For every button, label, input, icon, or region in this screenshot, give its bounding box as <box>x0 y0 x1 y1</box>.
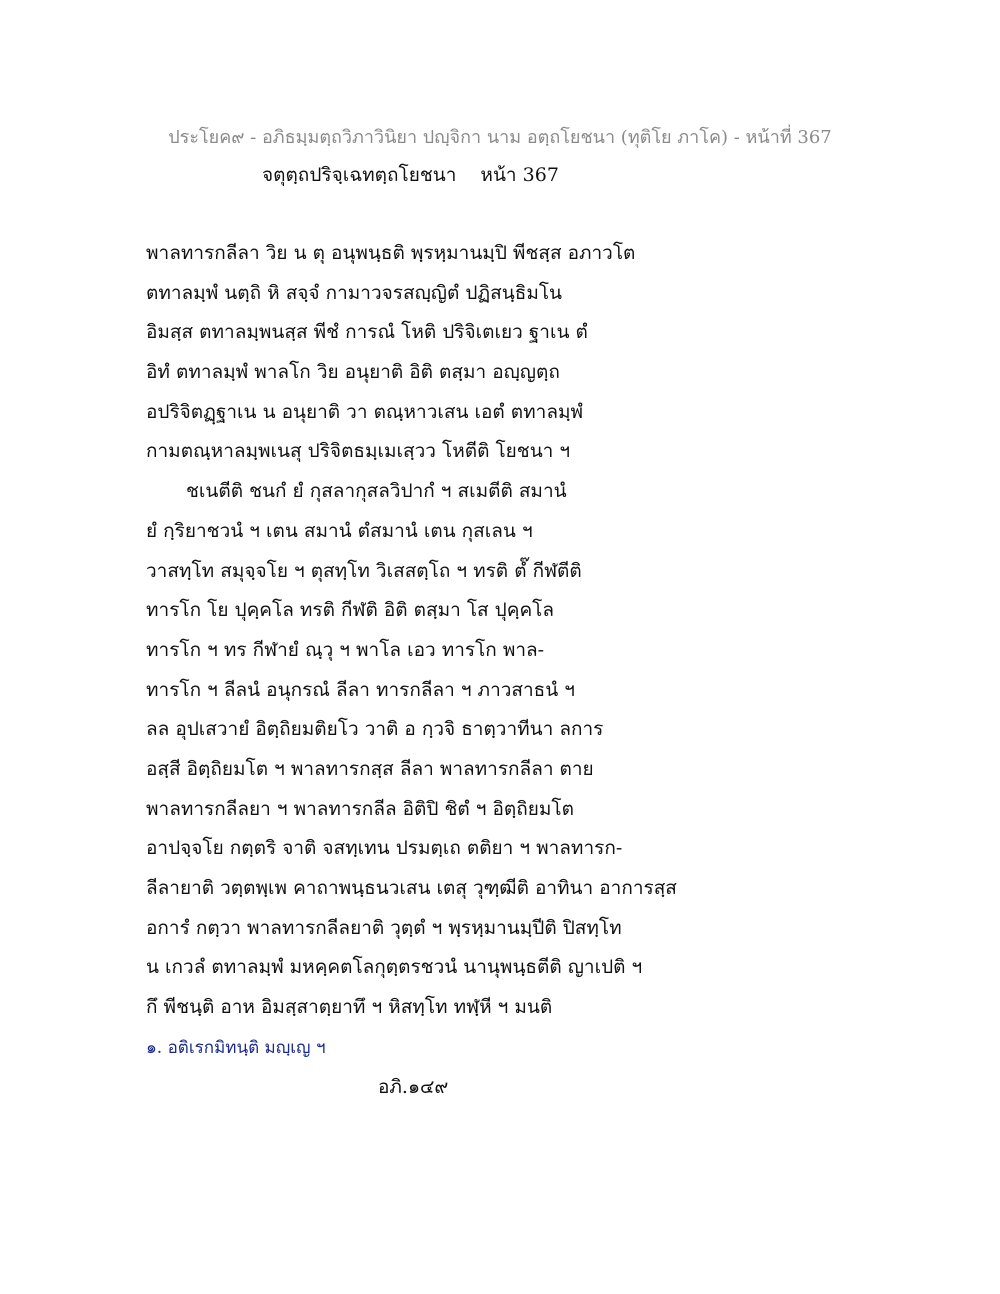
footnote: ๑. อติเรกมิทนฺติ มญฺเญ ฯ <box>146 1038 326 1058</box>
text-line: ทารโก ฯ ทร กีฬายํ ณฺวุ ฯ พาโล เอว ทารโก พาล- <box>146 638 545 661</box>
text-line: กึ พีชนฺติ อาห อิมสฺสาตฺยาทึ ฯ หิสทฺโท ทฬฺหี ฯ มนติ <box>146 996 553 1019</box>
text-line: อาปจฺจโย กตฺตริ จาติ จสทฺเทน ปรมตฺเถ ตติยา ฯ พาลทารก- <box>146 837 623 860</box>
text-line: กามตณฺหาลมฺพเนสุ ปริจิตธมฺเมเสฺวว โหตีติ โยชนา ฯ <box>146 440 571 463</box>
text-line: อการํ กตฺวา พาลทารกลีลยาติ วุตฺตํ ฯ พฺรหฺมานมฺปีติ ปิสทฺโท <box>146 916 622 939</box>
text-line-paragraph-start: ชเนตีติ ชนกํ ยํ กุสลากุสลวิปากํ ฯ สเมตีติ สมานํ <box>186 480 567 503</box>
text-line: อปริจิตฏฺฐาเน น อนุยาติ วา ตณฺหาวเสน เอตํ ตทาลมฺพํ <box>146 400 584 423</box>
running-header: ประโยค๙ - อภิธมฺมตฺถวิภาวินิยา ปญฺจิกา นาม อตฺถโยชนา (ทุติโย ภาโค) - หน้าที่ 367 <box>168 127 832 148</box>
text-line: ทารโก โย ปุคฺคโล ทรติ กีฬติ อิติ ตสฺมา โส ปุคฺคโล <box>146 599 554 622</box>
text-line: พาลทารกลีลา วิย น ตุ อนุพนฺธติ พฺรหฺมานมฺปิ พีชสฺส อภาวโต <box>146 242 636 264</box>
text-line: อสฺสี อิตฺถิยมโต ฯ พาลทารกสฺส ลีลา พาลทารกลีลา ตาย <box>146 757 594 780</box>
text-line: อิทํ ตทาลมฺพํ พาลโก วิย อนุยาติ อิติ ตสฺมา อญฺญตฺถ <box>146 361 560 384</box>
text-line: น เกวลํ ตทาลมฺพํ มหคฺคตโลกุตฺตรชวนํ นานุพนฺธตีติ ญาเปติ ฯ <box>146 956 643 979</box>
chapter-title <box>262 160 559 190</box>
text-line: อิมสฺส ตทาลมฺพนสฺส พีชํ การณํ โหติ ปริจิเตเยว ฐาเน ตํ <box>146 321 588 344</box>
text-line: วาสทฺโท สมุจฺจโย ฯ ตุสทฺโท วิเสสตฺโถ ฯ ทรติ ตํ๊ กีฬตีติ <box>146 559 582 582</box>
page-number-label: หน้า 367 <box>480 164 559 186</box>
text-line: พาลทารกลีลยา ฯ พาลทารกลีล อิติปิ ชิตํ ฯ อิตฺถิยมโต <box>146 797 574 820</box>
text-line: ลีลายาติ วตฺตพฺเพ คาถาพนฺธนวเสน เตสุ วุฑฺฒีติ อาทินา อาการสฺส <box>146 877 677 899</box>
text-line: ตทาลมฺพํ นตฺถิ หิ สจฺจํ กามาวจรสญฺญิตํ ปฏิสนฺธิมโน <box>146 281 563 304</box>
text-line: ยํ กฺริยาชวนํ ฯ เตน สมานํ ตํสมานํ เตน กุสเลน ฯ <box>146 519 533 542</box>
body-text <box>146 238 766 1032</box>
text-line: ลล อุปเสวายํ อิตฺถิยมติยโว วาติ อ กฺวจิ ธาตฺวาทีนา ลการ <box>146 718 604 741</box>
text-line: ทารโก ฯ ลีลนํ อนุกรณํ ลีลา ทารกลีลา ฯ ภาวสาธนํ ฯ <box>146 678 575 701</box>
chapter-title-text: จตุตฺถปริจฺเฉทตฺถโยชนา <box>262 164 457 186</box>
page-reference: อภิ.๑๔๙ <box>378 1076 449 1098</box>
